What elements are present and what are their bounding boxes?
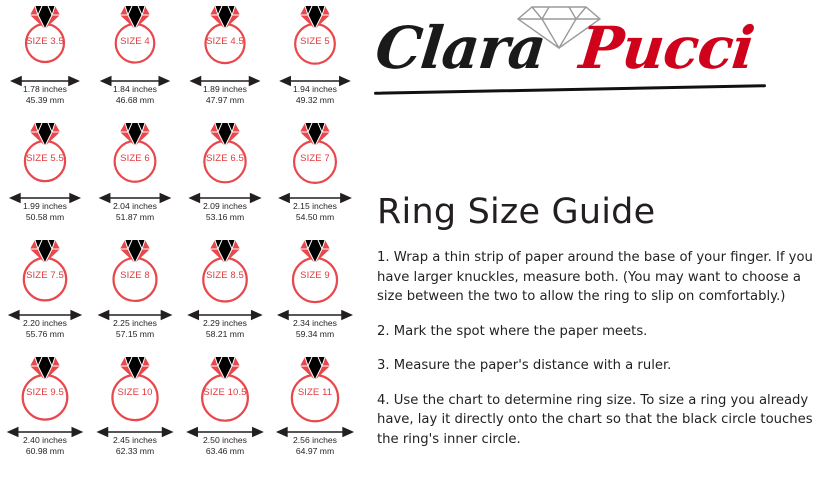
ring-size-cell[interactable] [270, 351, 360, 468]
ring-size-cell[interactable] [270, 117, 360, 234]
ring-mm: 58.21 mm [205, 329, 245, 339]
ring-illustration [180, 234, 270, 308]
ring-illustration [0, 234, 90, 308]
page-title: Ring Size Guide [377, 192, 656, 232]
ring-inches: 2.04 inches [113, 201, 157, 211]
ring-mm: 64.97 mm [295, 446, 335, 456]
ring-size-label: SIZE 7.5 [26, 270, 64, 281]
ring-size-label: SIZE 9 [300, 270, 330, 281]
ring-inches: 1.84 inches [113, 84, 157, 94]
ring-size-label: SIZE 4.5 [206, 36, 244, 47]
ring-measurement [180, 84, 270, 106]
ring-inches: 2.34 inches [293, 318, 337, 328]
ring-measurement [180, 318, 270, 340]
ring-size-label: SIZE 3.5 [26, 36, 64, 47]
ring-measurement [0, 318, 90, 340]
ring-illustration [90, 117, 180, 191]
ring-size-label: SIZE 5.5 [26, 153, 64, 164]
ring-illustration [180, 0, 270, 74]
guide-step: 3. Measure the paper's distance with a ruler. [377, 358, 672, 373]
ring-inches: 2.09 inches [203, 201, 247, 211]
ring-size-label: SIZE 11 [297, 387, 333, 398]
ring-illustration [90, 351, 180, 425]
ring-size-label: SIZE 8.5 [206, 270, 244, 281]
ring-measurement [270, 435, 360, 457]
ring-size-label: SIZE 4 [120, 36, 150, 47]
ring-size-grid [0, 0, 360, 468]
ring-measurement [180, 435, 270, 457]
ring-mm: 50.58 mm [25, 212, 65, 222]
ring-size-cell[interactable] [0, 234, 90, 351]
ring-inches: 1.78 inches [23, 84, 67, 94]
ring-measurement [0, 435, 90, 457]
ring-mm: 57.15 mm [115, 329, 155, 339]
ring-mm: 49.32 mm [295, 95, 335, 105]
ring-mm: 55.76 mm [25, 329, 65, 339]
ring-inches: 1.99 inches [23, 201, 67, 211]
ring-size-label: SIZE 7 [300, 153, 330, 164]
ring-inches: 1.94 inches [293, 84, 337, 94]
ring-size-cell[interactable] [180, 351, 270, 468]
guide-steps [377, 248, 827, 464]
ring-inches: 2.25 inches [113, 318, 157, 328]
ring-mm: 54.50 mm [295, 212, 335, 222]
ring-illustration [0, 351, 90, 425]
ring-inches: 2.40 inches [23, 435, 67, 445]
ring-illustration [90, 234, 180, 308]
ring-size-cell[interactable] [90, 117, 180, 234]
ring-illustration [90, 0, 180, 74]
ring-size-label: SIZE 9.5 [26, 387, 64, 398]
ring-mm: 59.34 mm [295, 329, 335, 339]
ring-size-cell[interactable] [0, 0, 90, 117]
logo-underline [374, 84, 766, 95]
guide-step: 4. Use the chart to determine ring size. To size a ring you already have, lay it directly onto the chart so that the black circle touches the ring's inner circle. [377, 392, 813, 447]
guide-step: 1. Wrap a thin strip of paper around the base of your finger. If you have larger knuckles, measure both. (You may want to choose a size between the two to allow the ring to slip on comfortably.) [377, 250, 813, 304]
ring-measurement [90, 435, 180, 457]
ring-inches: 2.50 inches [203, 435, 247, 445]
ring-size-label: SIZE 6 [120, 153, 150, 164]
ring-size-label: SIZE 6.5 [206, 153, 244, 164]
ring-illustration [270, 0, 360, 74]
ring-illustration [0, 117, 90, 191]
ring-measurement [90, 84, 180, 106]
guide-step: 2. Mark the spot where the paper meets. [377, 323, 648, 339]
ring-inches: 2.20 inches [23, 318, 67, 328]
ring-size-label: SIZE 10 [117, 387, 153, 398]
ring-size-chart [0, 0, 360, 501]
ring-illustration [270, 234, 360, 308]
ring-size-cell[interactable] [270, 234, 360, 351]
ring-inches: 1.89 inches [203, 84, 247, 94]
ring-size-cell[interactable] [90, 351, 180, 468]
ring-mm: 63.46 mm [205, 446, 245, 456]
ring-inches: 2.56 inches [293, 435, 337, 445]
ring-size-cell[interactable] [90, 0, 180, 117]
ring-illustration [180, 117, 270, 191]
ring-inches: 2.29 inches [203, 318, 247, 328]
brand-name-first: Clara [372, 14, 549, 82]
ring-mm: 47.97 mm [205, 95, 245, 105]
ring-size-label: SIZE 5 [300, 36, 330, 47]
ring-mm: 60.98 mm [25, 446, 65, 456]
brand-logo [368, 0, 788, 120]
ring-mm: 51.87 mm [115, 212, 155, 222]
ring-size-cell[interactable] [180, 0, 270, 117]
ring-illustration [180, 351, 270, 425]
ring-size-label: SIZE 8 [120, 270, 150, 281]
ring-inches: 2.15 inches [293, 201, 337, 211]
ring-mm: 45.39 mm [25, 95, 65, 105]
ring-size-cell[interactable] [0, 117, 90, 234]
ring-illustration [270, 117, 360, 191]
ring-size-cell[interactable] [180, 117, 270, 234]
ring-illustration [270, 351, 360, 425]
ring-size-cell[interactable] [0, 351, 90, 468]
ring-measurement [0, 84, 90, 106]
ring-measurement [180, 201, 270, 223]
ring-size-cell[interactable] [270, 0, 360, 117]
ring-measurement [270, 201, 360, 223]
ring-measurement [90, 318, 180, 340]
ring-mm: 46.68 mm [115, 95, 155, 105]
ring-size-cell[interactable] [180, 234, 270, 351]
ring-measurement [270, 84, 360, 106]
ring-measurement [0, 201, 90, 223]
ring-size-label: SIZE 10.5 [203, 387, 247, 398]
ring-inches: 2.45 inches [113, 435, 157, 445]
guide-panel [368, 0, 839, 501]
ring-measurement [90, 201, 180, 223]
ring-illustration [0, 0, 90, 74]
ring-measurement [270, 318, 360, 340]
ring-mm: 62.33 mm [115, 446, 155, 456]
ring-mm: 53.16 mm [205, 212, 245, 222]
brand-name-second: Pucci [576, 14, 758, 82]
ring-size-cell[interactable] [90, 234, 180, 351]
